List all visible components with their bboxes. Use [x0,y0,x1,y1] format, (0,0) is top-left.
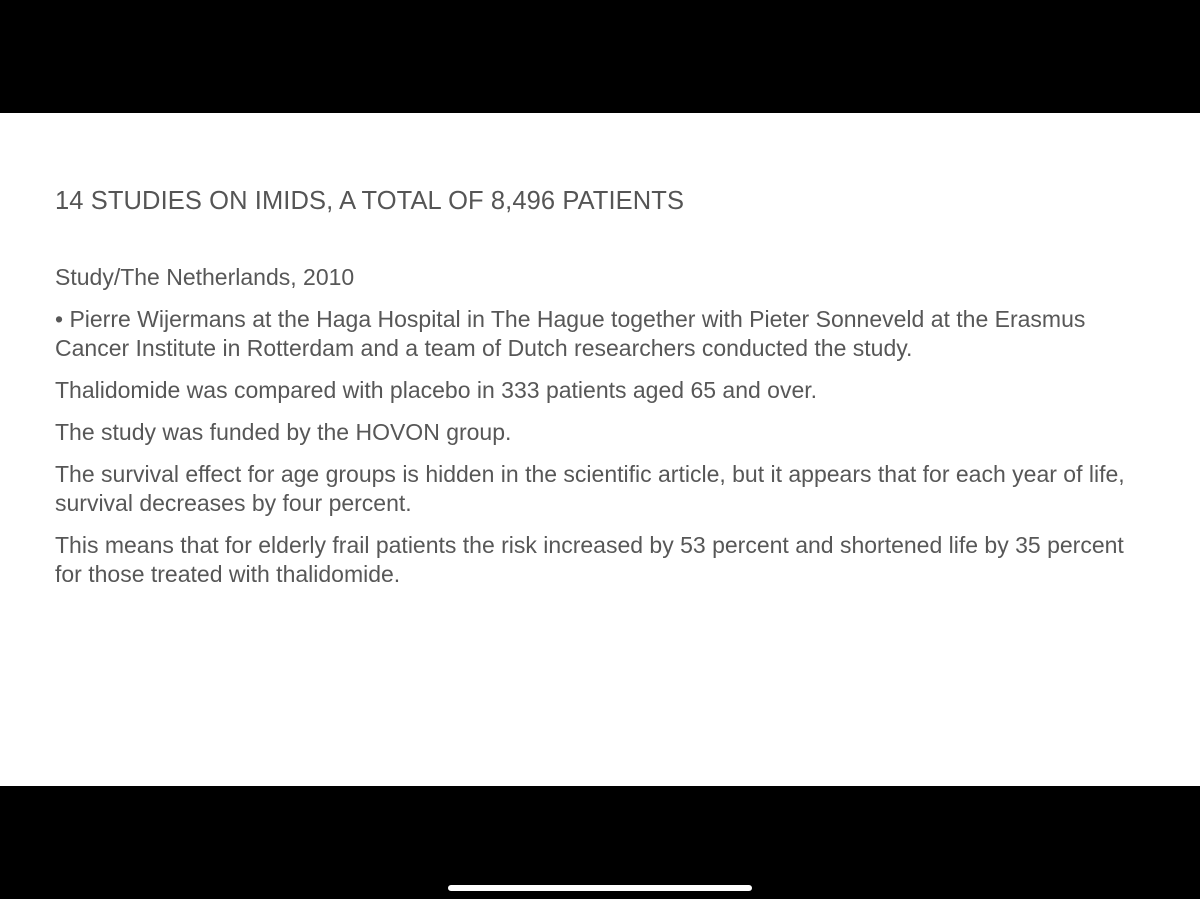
slide [0,113,1200,786]
home-indicator[interactable] [448,885,752,891]
comparison-paragraph: Thalidomide was compared with placebo in 333 patients aged 65 and over. [55,377,818,403]
researchers-paragraph: • Pierre Wijermans at the Haga Hospital in The Hague together with Pieter Sonneveld at the Erasmus Cancer Institute in Rotterdam and a team of Dutch researchers conducted the study. [55,306,1086,361]
study-location-line: Study/The Netherlands, 2010 [55,264,355,290]
funding-paragraph: The study was funded by the HOVON group. [55,419,512,445]
risk-conclusion-paragraph: This means that for elderly frail patients the risk increased by 53 percent and shortened life by 35 percent for those treated with thalidomide. [55,532,1124,587]
survival-effect-paragraph: The survival effect for age groups is hidden in the scientific article, but it appears that for each year of life, survival decreases by four percent. [55,461,1125,516]
slide-title: 14 STUDIES ON IMIDS, A TOTAL OF 8,496 PATIENTS [55,187,685,215]
slide-body [55,263,1145,589]
